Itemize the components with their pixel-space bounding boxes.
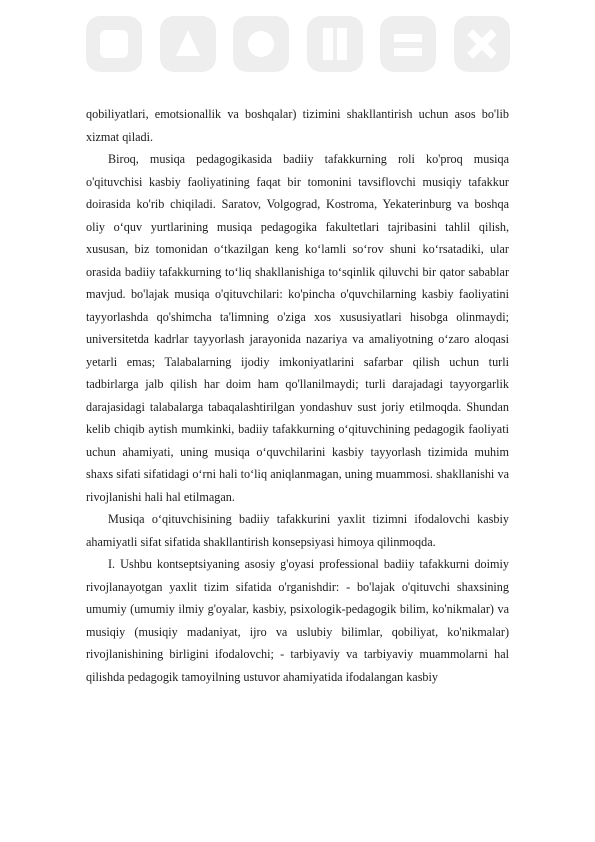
paragraph: Musiqa o‘qituvchisining badiiy tafakkurini yaxlit tizimni ifodalovchi kasbiy ahamiyatli sifat sifatida shakllantirish konsepsiyasi himoya qilinmoqda.	[86, 512, 509, 549]
watermark-icon	[229, 12, 293, 76]
watermark-icon	[450, 12, 514, 76]
watermark-strip	[82, 6, 514, 82]
body-text	[86, 103, 509, 688]
watermark-icon	[156, 12, 220, 76]
paragraph: I. Ushbu kontseptsiyaning asosiy g'oyasi professional badiiy tafakkurni doimiy rivojlanayotgan yaxlit tizim sifatida o'rganishdir: - bo'lajak o'qituvchi shaxsining umumiy (umumiy ilmiy g'oyalar, kasbiy, psixologik-pedagogik bilim, ko'nikmalar) va musiqiy (musiqiy madaniyat, ijro va uslubiy bilimlar, qobiliyat, ko'nikmalar) rivojlanishining birligini ifodalovchi; - tarbiyaviy va tarbiyaviy muammolarni hal qilishda pedagogik tamoyilning ustuvor ahamiyatida ifodalangan kasbiy	[86, 557, 509, 684]
watermark-icon	[376, 12, 440, 76]
watermark-icon	[82, 12, 146, 76]
paragraph: Biroq, musiqa pedagogikasida badiiy tafakkurning roli ko'proq musiqa o'qituvchisi kasbiy faoliyatining faqat bir tomonini tavsiflovchi musiqiy tafakkur doirasida ko'rib chiqiladi. Saratov, Volgograd, Kostroma, Yekaterinburg va boshqa oliy o‘quv yurtlarining musiqa pedagogika fakultetlari tajribasini tahlil qilish, xususan, biz tomonidan o‘tkazilgan keng ko‘lamli so‘rov shuni ko‘rsatadiki, ular orasida badiiy tafakkurning to‘liq shakllanishiga to‘sqinlik qiluvchi bir qator sabablar mavjud. bo'lajak musiqa o'qituvchilari: ko'pincha o'quvchilarning kasbiy faoliyatini tayyorlashda qo'shimcha ta'limning o'ziga xos xususiyatlari hisobga olinmaydi; universitetda kadrlar tayyorlash jarayonida nazariya va amaliyotning o‘zaro aloqasi yetarli emas; Talabalarning ijodiy imkoniyatlarini safarbar qilish uchun turli tadbirlarga jalb qilish har doim ham qo'llanilmaydi; turli darajadagi tayyorgarlik darajasidagi talabalarga tabaqalashtirilgan yondashuv sust joriy etilmoqda. Shundan kelib chiqib aytish mumkinki, badiiy tafakkurning o‘qituvchining pedagogik faoliyati uchun ahamiyati, uning musiqa o‘quvchilarini kasbiy tayyorlash tizimida muhim shaxs sifati sifatidagi o‘rni hali to‘liq aniqlanmagan, uning muammosi. shakllanishi va rivojlanishi hali hal etilmagan.	[86, 152, 509, 504]
watermark-icon	[303, 12, 367, 76]
paragraph: qobiliyatlari, emotsionallik va boshqalar) tizimini shakllantirish uchun asos bo'lib xizmat qiladi.	[86, 107, 509, 144]
